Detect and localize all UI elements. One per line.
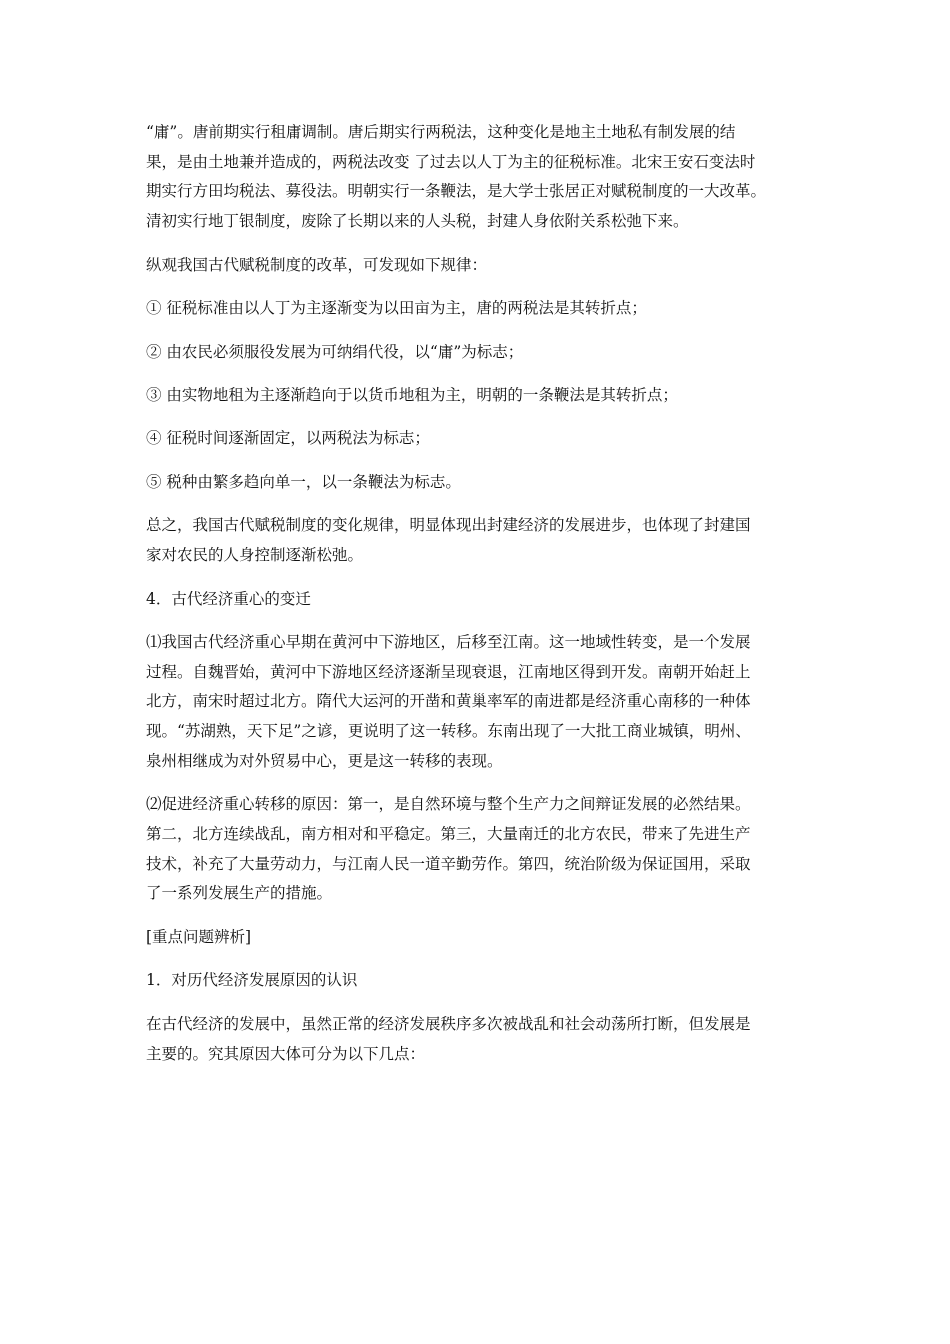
text-line: 现。“苏湖熟，天下足”之谚，更说明了这一转移。东南出现了一大批工商业城镇，明州、 xyxy=(146,722,751,741)
paragraph-gap xyxy=(146,237,816,251)
text-line: ② 由农民必须服役发展为可纳绢代役，以“庸”为标志； xyxy=(146,342,524,361)
paragraph-tax-system-history xyxy=(146,118,816,237)
list-item-rule-1 xyxy=(146,294,816,324)
paragraph-economic-center-shift xyxy=(146,628,816,776)
text-line: “庸”。唐前期实行租庸调制。唐后期实行两税法，这种变化是地主土地私有制发展的结 xyxy=(146,123,736,141)
text-line: 技术，补充了大量劳动力，与江南人民一道辛勤劳作。第四，统治阶级为保证国用，采取 xyxy=(146,854,751,873)
paragraph-tax-rules-intro xyxy=(146,251,816,281)
text-line: 过程。自魏晋始，黄河中下游地区经济逐渐呈现衰退，江南地区得到开发。南朝开始赶上 xyxy=(146,662,751,681)
list-item-rule-5 xyxy=(146,468,816,498)
paragraph-gap xyxy=(146,777,816,791)
text-line: 果，是由土地兼并造成的，两税法改变 了过去以人丁为主的征税标准。北宋王安石变法时 xyxy=(146,152,756,171)
list-item-rule-4 xyxy=(146,424,816,454)
text-line: 主要的。究其原因大体可分为以下几点： xyxy=(146,1044,426,1063)
paragraph-gap xyxy=(146,909,816,923)
text-line: 总之，我国古代赋税制度的变化规律，明显体现出封建经济的发展进步，也体现了封建国 xyxy=(146,516,751,535)
text-line: 期实行方田均税法、募役法。明朝实行一条鞭法，是大学士张居正对赋税制度的一大改革。 xyxy=(146,182,767,201)
section-heading-economic-center xyxy=(146,585,816,615)
text-line: 第二，北方连续战乱，南方相对和平稳定。第三，大量南迁的北方农民，带来了先进生产 xyxy=(146,825,751,844)
text-line: [重点问题辨析] xyxy=(146,927,252,946)
paragraph-gap xyxy=(146,280,816,294)
paragraph-shift-reasons xyxy=(146,790,816,909)
text-line: 1．对历代经济发展原因的认识 xyxy=(146,971,358,990)
text-line: ⑴我国古代经济重心早期在黄河中下游地区，后移至江南。这一地域性转变，是一个发展 xyxy=(146,633,751,652)
paragraph-development-causes xyxy=(146,1010,816,1069)
paragraph-gap xyxy=(146,454,816,468)
paragraph-gap xyxy=(146,367,816,381)
section-heading-key-issues xyxy=(146,923,816,953)
paragraph-gap xyxy=(146,411,816,425)
text-line: ④ 征税时间逐渐固定，以两税法为标志； xyxy=(146,429,430,448)
paragraph-gap xyxy=(146,498,816,512)
paragraph-gap xyxy=(146,614,816,628)
subheading-development-causes xyxy=(146,966,816,996)
paragraph-gap xyxy=(146,996,816,1010)
list-item-rule-2 xyxy=(146,338,816,368)
text-line: ① 征税标准由以人丁为主逐渐变为以田亩为主，唐的两税法是其转折点； xyxy=(146,299,647,318)
text-line: 在古代经济的发展中，虽然正常的经济发展秩序多次被战乱和社会动荡所打断，但发展是 xyxy=(146,1014,751,1033)
text-line: 泉州相继成为对外贸易中心，更是这一转移的表现。 xyxy=(146,751,503,770)
text-line: ⑤ 税种由繁多趋向单一，以一条鞭法为标志。 xyxy=(146,472,461,491)
text-line: 北方，南宋时超过北方。隋代大运河的开凿和黄巢率军的南进都是经济重心南移的一种体 xyxy=(146,692,751,711)
text-line: 了一系列发展生产的措施。 xyxy=(146,884,333,903)
paragraph-gap xyxy=(146,953,816,967)
document-page xyxy=(146,118,816,1069)
text-line: 4．古代经济重心的变迁 xyxy=(146,589,311,608)
paragraph-summary xyxy=(146,511,816,570)
paragraph-gap xyxy=(146,571,816,585)
text-line: ③ 由实物地租为主逐渐趋向于以货币地租为主，明朝的一条鞭法是其转折点； xyxy=(146,386,678,404)
text-line: 家对农民的人身控制逐渐松弛。 xyxy=(146,546,364,565)
paragraph-gap xyxy=(146,324,816,338)
text-line: ⑵促进经济重心转移的原因：第一，是自然环境与整个生产力之间辩证发展的必然结果。 xyxy=(146,795,751,814)
text-line: 清初实行地丁银制度，废除了长期以来的人头税，封建人身依附关系松弛下来。 xyxy=(146,212,689,231)
text-line: 纵观我国古代赋税制度的改革，可发现如下规律： xyxy=(146,255,488,274)
list-item-rule-3 xyxy=(146,381,816,411)
